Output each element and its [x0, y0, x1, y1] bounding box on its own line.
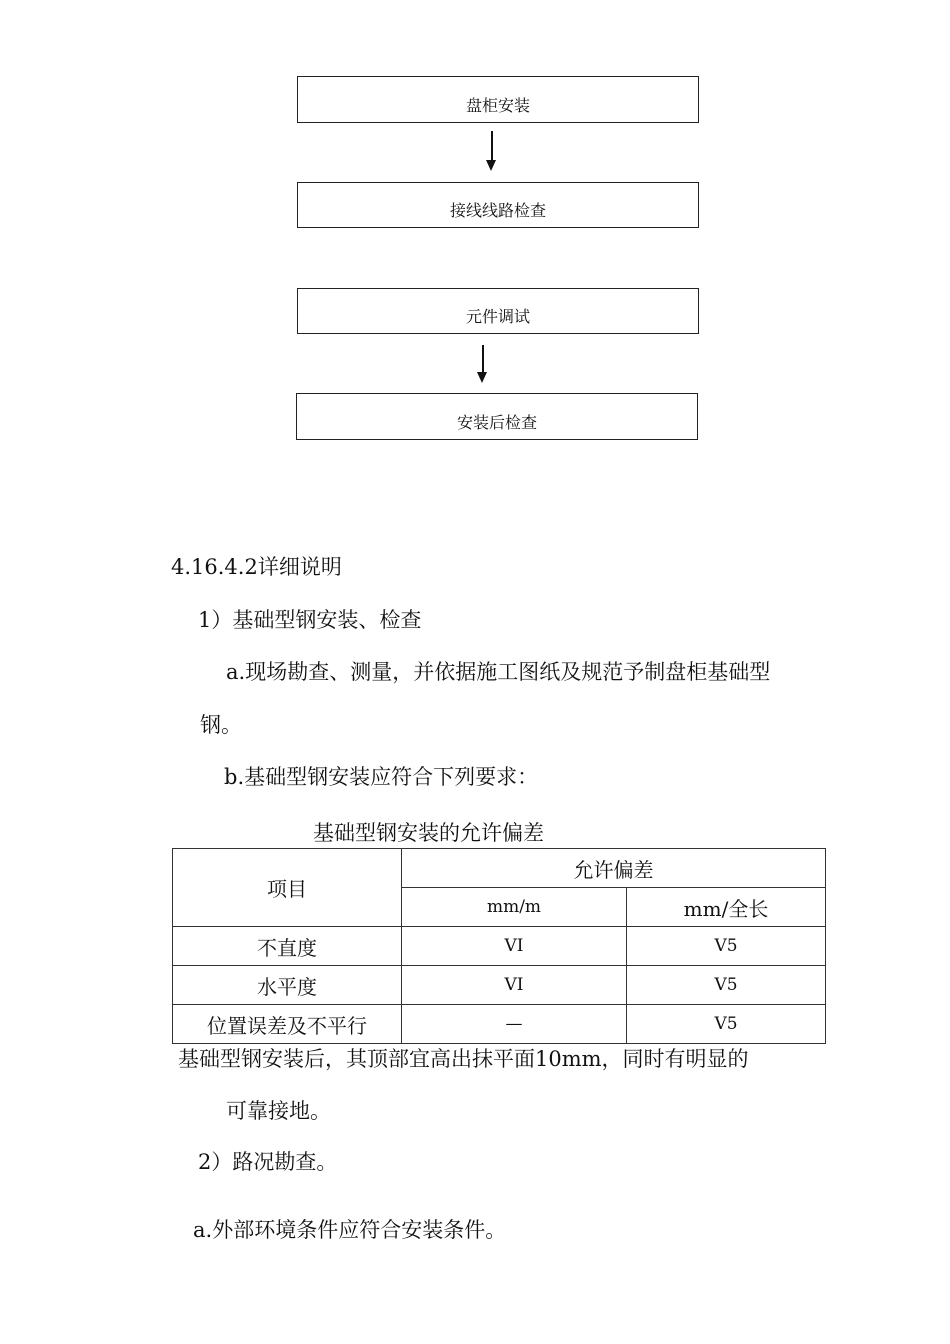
row-per-meter: — — [402, 1005, 627, 1044]
row-item: 位置误差及不平行 — [173, 1005, 402, 1044]
item1-b: b.基础型钢安装应符合下列要求： — [224, 765, 539, 789]
note-line1: 基础型钢安装后，其顶部宜高出抹平面10mm，同时有明显的 — [178, 1047, 749, 1071]
header-tolerance: 允许偏差 — [402, 849, 826, 888]
row-item: 水平度 — [173, 966, 402, 1005]
section-heading: 4.16.4.2详细说明 — [171, 555, 342, 579]
item2-title: 2）路况勘查。 — [198, 1150, 338, 1174]
table-row — [173, 927, 826, 966]
item1-a-line2: 钢。 — [200, 713, 242, 737]
row-full-length: V5 — [627, 927, 826, 966]
tolerance-table — [172, 848, 826, 1044]
item2-a: a.外部环境条件应符合安装条件。 — [193, 1218, 507, 1242]
header-per-meter: mm/m — [402, 888, 627, 927]
item1-a-line1: a.现场勘查、测量，并依据施工图纸及规范予制盘柜基础型 — [226, 660, 771, 684]
note-line2: 可靠接地。 — [226, 1099, 331, 1123]
flow-step-label: 安装后检查 — [456, 413, 537, 432]
flow-step-cabinet-install — [297, 76, 699, 123]
flow-arrow-down — [485, 131, 499, 171]
flow-step-post-install-check — [296, 393, 698, 440]
header-full-length: mm/全长 — [627, 888, 826, 927]
item1-title: 1）基础型钢安装、检查 — [198, 608, 422, 632]
flow-step-label: 元件调试 — [465, 307, 530, 326]
flow-step-label: 接线线路检查 — [449, 201, 546, 220]
row-per-meter: VI — [402, 966, 627, 1005]
row-full-length: V5 — [627, 1005, 826, 1044]
table-caption: 基础型钢安装的允许偏差 — [313, 821, 544, 845]
table-row — [173, 966, 826, 1005]
flow-step-label: 盘柜安装 — [465, 96, 530, 115]
row-per-meter: VI — [402, 927, 627, 966]
row-item: 不直度 — [173, 927, 402, 966]
flow-step-wiring-check — [297, 182, 699, 228]
flow-arrow-down — [476, 345, 490, 385]
row-full-length: V5 — [627, 966, 826, 1005]
flow-step-component-debug — [297, 288, 699, 334]
table-row — [173, 1005, 826, 1044]
header-item: 项目 — [173, 849, 402, 927]
